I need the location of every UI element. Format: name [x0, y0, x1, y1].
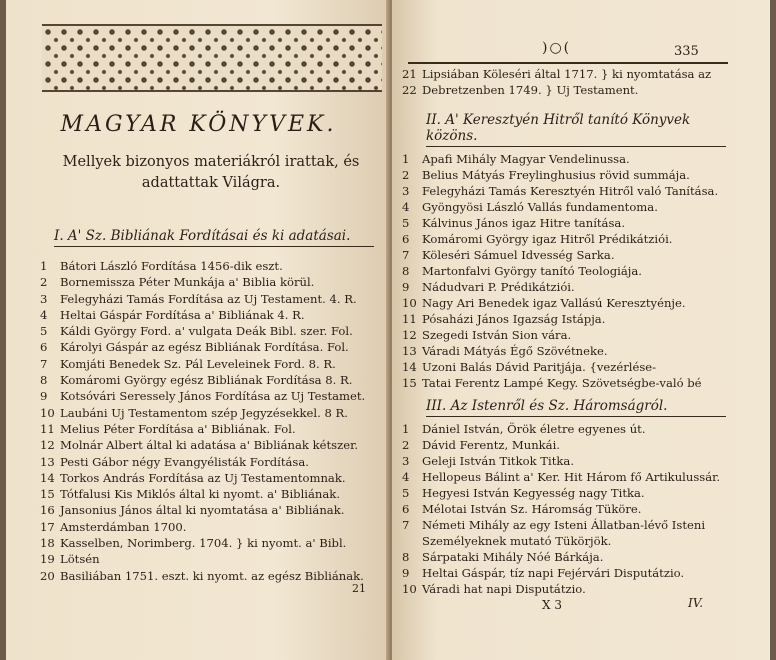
entry-text: Kotsóvári Seressely János Fordítása az Uj Testamet. [60, 389, 366, 404]
list-item [402, 485, 747, 501]
list-item [402, 501, 747, 517]
entry-text: Heltai Gáspár, tíz napi Fejérvári Disputátzio. [422, 566, 685, 580]
entry-number: 18 [40, 536, 55, 551]
catchword: 21 [352, 582, 366, 595]
list-item [40, 323, 380, 339]
entry-number: 3 [40, 291, 48, 306]
list-item [402, 517, 747, 533]
entry-number: 2 [402, 168, 410, 182]
entry-text: Nádudvari P. Prédikátziói. [422, 280, 575, 294]
entry-text: Németi Mihály az egy Isteni Állatban-lévő Isteni [422, 518, 706, 532]
entry-text: Debretzenben 1749. } Uj Testament. [422, 83, 639, 97]
list-item [40, 291, 380, 307]
list-item [40, 258, 380, 274]
entry-text: Geleji István Titkok Titka. [422, 454, 575, 468]
entry-number: 14 [402, 360, 417, 374]
entry-number: 7 [40, 356, 48, 371]
entry-text: Dániel István, Örök életre egyenes út. [422, 422, 646, 436]
entry-number: 13 [402, 344, 417, 358]
entry-text: Pesti Gábor négy Evangyélisták Fordítása. [60, 454, 309, 469]
entry-text: Molnár Albert által ki adatása a' Bibliának kétszer. [60, 438, 359, 453]
entry-number: 16 [40, 503, 55, 518]
entry-number: 20 [40, 568, 55, 583]
entry-text: Tatai Ferentz Lampé Kegy. Szövetségbe-való bé [422, 376, 702, 390]
entry-text: Nagy Ari Benedek igaz Vallású Keresztyénje. [422, 296, 686, 310]
entry-number: 1 [402, 152, 410, 166]
decorative-ornament-band [42, 24, 382, 92]
entry-text: Basiliában 1751. eszt. ki nyomt. az egész Bibliának. [60, 568, 364, 583]
signature-mark: X 3 [542, 598, 562, 612]
entry-text: Hellopeus Bálint a' Ker. Hit Három fő Artikulussár. [422, 470, 721, 484]
entry-text: Gyöngyösi László Vallás fundamentoma. [422, 200, 658, 214]
entry-list-continued [402, 66, 747, 98]
entry-number: 9 [402, 280, 410, 294]
entry-text: Felegyházi Tamás Keresztyén Hitről való Tanítása. [422, 184, 719, 198]
section-heading-trinity: III. Az Istenről és Sz. Háromságról. [426, 398, 726, 417]
list-item [402, 82, 747, 98]
list-item [402, 437, 747, 453]
entry-text: Komjáti Benedek Sz. Pál Leveleinek Ford. 8. R. [60, 356, 336, 371]
entry-text: Apafi Mihály Magyar Vendelinussa. [422, 152, 630, 166]
entry-number: 2 [402, 438, 410, 452]
list-item [402, 421, 747, 437]
entry-text: Komáromi György igaz Hitről Prédikátziói. [422, 232, 673, 246]
list-item [402, 167, 747, 183]
entry-text: Tótfalusi Kis Miklós által ki nyomt. a' Bibliának. [60, 487, 340, 502]
entry-number: 10 [402, 582, 417, 596]
list-item [402, 549, 747, 565]
entry-number: 5 [402, 486, 410, 500]
list-item [402, 375, 747, 391]
continued-entries-block [402, 66, 747, 98]
entry-number: 21 [402, 67, 417, 81]
entry-text: Bátori László Fordítása 1456-dik eszt. [60, 259, 283, 273]
entry-number: 6 [402, 502, 410, 516]
list-item [402, 453, 747, 469]
entry-number: 17 [40, 519, 55, 534]
entry-text: Mélotai István Sz. Háromság Tükörе. [422, 502, 642, 516]
list-item [402, 279, 747, 295]
list-item [402, 215, 747, 231]
entry-number: 11 [40, 421, 55, 436]
entry-text: Káldi György Ford. a' vulgata Deák Bibl. szer. Fol. [60, 324, 353, 339]
entry-list-bible [40, 258, 380, 584]
entry-text: Lötsén [60, 552, 100, 567]
page-subtitle: Mellyek bizonyos materiákról irattak, és adattattak Világra. [62, 154, 360, 191]
list-item [402, 343, 747, 359]
entry-text: Kasselben, Norimberg. 1704. } ki nyomt. a' Bibl. [60, 536, 347, 551]
entry-number: 7 [402, 248, 410, 262]
entry-number: 15 [40, 487, 55, 502]
entry-number [402, 533, 422, 549]
list-item [40, 535, 380, 551]
entry-number: 12 [40, 438, 55, 453]
list-item [40, 454, 380, 470]
entry-number: 3 [402, 454, 410, 468]
entry-list-christian-faith [402, 151, 747, 391]
entry-number: 2 [40, 275, 48, 290]
header-ornament: )○( [542, 40, 572, 56]
list-item [40, 551, 380, 567]
entry-number: 9 [402, 566, 410, 580]
entry-number: 13 [40, 454, 55, 469]
entry-number: 14 [40, 470, 55, 485]
entry-text: Jansonius János által ki nyomtatása a' Bibliának. [60, 503, 345, 518]
entry-number: 6 [40, 340, 48, 355]
entry-number: 12 [402, 328, 417, 342]
entry-text: Belius Mátyás Freylinghusius rövid summája. [422, 168, 690, 182]
list-item [402, 151, 747, 167]
list-item [40, 421, 380, 437]
list-item [40, 388, 380, 404]
list-item [402, 231, 747, 247]
list-item [402, 311, 747, 327]
list-item [402, 263, 747, 279]
list-item [402, 581, 747, 597]
list-item [40, 568, 380, 584]
entry-number: 8 [40, 373, 48, 388]
list-item [402, 565, 747, 581]
entry-text: Martonfalvi György tanító Teologiája. [422, 264, 642, 278]
entry-number: 9 [40, 389, 48, 404]
entry-number: 8 [402, 550, 410, 564]
page-title: MAGYAR KÖNYVEK. [60, 112, 337, 137]
list-item [402, 295, 747, 311]
list-item [402, 469, 747, 485]
entry-number: 4 [402, 200, 410, 214]
entry-text: Heltai Gáspár Fordítása a' Bibliának 4. R. [60, 307, 305, 322]
entry-text: Váradi Mátyás Égő Szövétneke. [422, 344, 608, 358]
entry-number: 19 [40, 552, 55, 567]
section-trinity [402, 392, 747, 597]
entry-text: Sárpataki Mihály Nóé Bárkája. [422, 550, 604, 564]
entry-number: 4 [402, 470, 410, 484]
section-christian-faith [402, 106, 747, 391]
list-item [40, 502, 380, 518]
list-item [40, 486, 380, 502]
entry-number: 1 [40, 259, 48, 273]
entry-number: 15 [402, 376, 417, 390]
entry-number: 6 [402, 232, 410, 246]
entry-number: 5 [40, 324, 48, 339]
list-item [402, 327, 747, 343]
entry-text: Váradi hat napi Disputátzio. [422, 582, 586, 596]
entry-number: 1 [402, 422, 410, 436]
entry-number: 5 [402, 216, 410, 230]
entry-number: 22 [402, 83, 417, 97]
entry-text: Dávid Ferentz, Munkái. [422, 438, 560, 452]
entry-number: 8 [402, 264, 410, 278]
entry-text: Felegyházi Tamás Fordítása az Uj Testament. 4. R. [60, 291, 357, 306]
list-item [40, 470, 380, 486]
catchword: IV. [688, 596, 704, 610]
entry-number: 7 [402, 518, 410, 532]
list-item [40, 519, 380, 535]
page-number: 335 [674, 44, 699, 59]
section-heading-christian-faith: II. A' Keresztyén Hitről tanító Könyvek közöns. [426, 112, 726, 147]
entry-text: Komáromi György egész Bibliának Fordítása 8. R. [60, 373, 353, 388]
entry-text: Torkos András Fordítása az Uj Testamentomnak. [60, 470, 346, 485]
entry-text: Uzoni Balás Dávid Paritjája. {vezérlése- [422, 360, 657, 374]
list-item [40, 274, 380, 290]
list-item [40, 339, 380, 355]
entry-text: Pósaházi János Igazság Istápja. [422, 312, 606, 326]
section-heading-bible: I. A' Sz. Bibliának Fordításai és ki adatásai. [54, 228, 374, 247]
entry-number: 11 [402, 312, 417, 326]
list-item [40, 437, 380, 453]
entry-text: Károlyi Gáspár az egész Bibliának Fordítása. Fol. [60, 340, 349, 355]
list-item [40, 372, 380, 388]
entry-text: Hegyesi István Kegyesség nagy Titka. [422, 486, 645, 500]
list-item [40, 356, 380, 372]
header-rule [408, 62, 728, 64]
list-item [402, 199, 747, 215]
list-item [402, 533, 747, 549]
right-page [392, 0, 770, 660]
list-item [40, 405, 380, 421]
entry-text: Kálvinus János igaz Hitre tanítása. [422, 216, 626, 230]
entry-number: 10 [40, 405, 55, 420]
entry-text: Szegedi István Sion vára. [422, 328, 572, 342]
list-item [402, 247, 747, 263]
entry-text: Laubáni Uj Testamentom szép Jegyzésekkel. 8 R. [60, 405, 348, 420]
entry-text: Személyeknek mutató Tükörjök. [422, 534, 612, 548]
entry-number: 4 [40, 307, 48, 322]
entry-text: Amsterdámban 1700. [60, 519, 187, 534]
list-item [40, 307, 380, 323]
entry-text: Bornemissza Péter Munkája a' Biblia körül. [60, 275, 315, 290]
entry-list-trinity [402, 421, 747, 597]
entry-text: Köleséri Sámuel Idvesség Sarka. [422, 248, 615, 262]
list-item [402, 359, 747, 375]
entry-text: Lipsiában Köleséri által 1717. } ki nyomtatása az [422, 67, 712, 81]
entry-number: 10 [402, 296, 417, 310]
entry-text: Melius Péter Fordítása a' Bibliának. Fol. [60, 421, 296, 436]
list-item [402, 183, 747, 199]
entry-number: 3 [402, 184, 410, 198]
list-item [402, 66, 747, 82]
left-page [6, 0, 391, 660]
